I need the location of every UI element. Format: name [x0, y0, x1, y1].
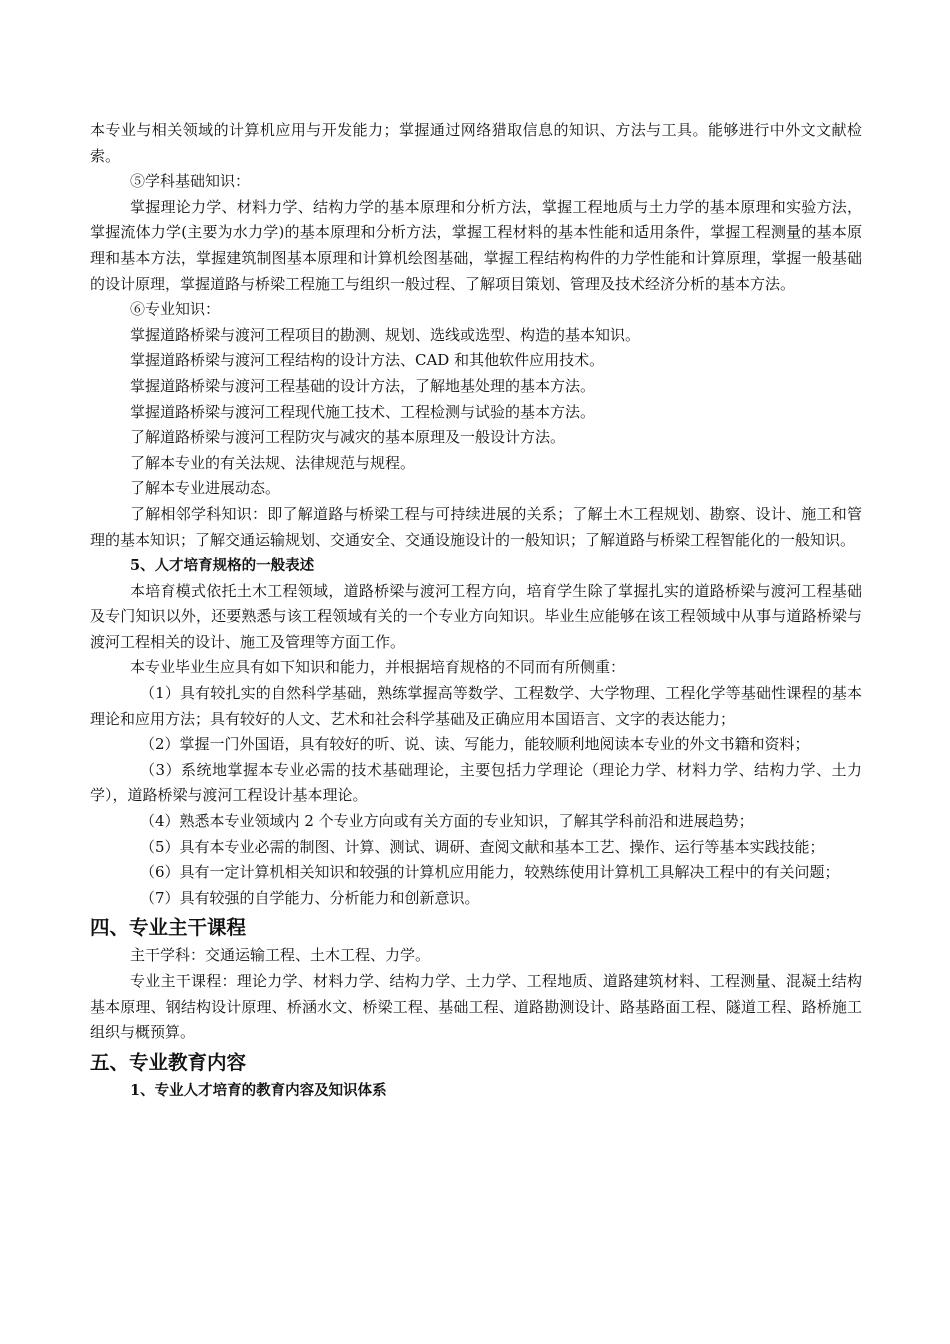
document-page: [90, 118, 862, 1103]
education-content-subtitle: 1、专业人才培育的教育内容及知识体系: [130, 1081, 387, 1099]
spec-paragraph: 本培育模式依托土木工程领域，道路桥梁与渡河工程方向，培育学生除了掌握扎实的道路桥梁与渡河工程基础及专门知识以外，还要熟悉与该工程领域有关的一个专业方向知识。毕业生应能够在该工程领域中从事与道路桥梁与渡河工程相关的设计、施工及管理等方面工作。: [90, 581, 862, 651]
professional-item: 掌握道路桥梁与渡河工程现代施工技术、工程检测与试验的基本方法。: [130, 402, 596, 421]
main-subjects-text: 主干学科：交通运输工程、土木工程、力学。: [130, 946, 431, 965]
professional-title: ⑥专业知识：: [130, 300, 221, 319]
subject-basic-text: 掌握理论力学、材料力学、结构力学的基本原理和分析方法，掌握工程地质与土力学的基本原理和实验方法，掌握流体力学(主要为水力学)的基本原理和分析方法，掌握工程材料的基本性能和适用条件，掌握工程测量的基本原理和基本方法，掌握建筑制图基本原理和计算机绘图基础，掌握工程结构构件的力学性能和计算原理，掌握一般基础的设计原理，掌握道路与桥梁工程施工与组织一般过程、了解项目策划、管理及技术经济分析的基本方法。: [90, 197, 862, 293]
spec-item: （6）具有一定计算机相关知识和较强的计算机应用能力，较熟练使用计算机工具解决工程中的有关问题；: [140, 863, 840, 882]
professional-item: 了解相邻学科知识：即了解道路与桥梁工程与可持续进展的关系；了解土木工程规划、勘察、设计、施工和管理的基本知识；了解交通运输规划、交通安全、交通设施设计的一般知识；了解道路与桥梁工程智能化的一般知识。: [90, 504, 862, 549]
professional-item: 掌握道路桥梁与渡河工程基础的设计方法，了解地基处理的基本方法。: [130, 376, 596, 395]
spec-item: （3）系统地掌握本专业必需的技术基础理论，主要包括力学理论（理论力学、材料力学、结构力学、土力学），道路桥梁与渡河工程设计基本理论。: [90, 760, 862, 805]
spec-item: （4）熟悉本专业领域内 2 个专业方向或有关方面的专业知识，了解其学科前沿和进展趋势；: [140, 812, 754, 831]
spec-section-title: 5、人才培育规格的一般表述: [130, 557, 315, 575]
main-courses-text: 专业主干课程：理论力学、材料力学、结构力学、土力学、工程地质、道路建筑材料、工程测量、混凝土结构基本原理、钢结构设计原理、桥涵水文、桥梁工程、基础工程、道路勘测设计、路基路面工程、隧道工程、路桥施工组织与概预算。: [90, 972, 862, 1042]
professional-item: 了解本专业进展动态。: [130, 479, 281, 498]
spec-item: （1）具有较扎实的自然科学基础，熟练掌握高等数学、工程数学、大学物理、工程化学等基础性课程的基本理论和应用方法；具有较好的人文、艺术和社会科学基础及正确应用本国语言、文字的表达能力；: [90, 684, 862, 728]
section-heading-main-courses: 四、专业主干课程: [90, 916, 247, 940]
spec-item: （5）具有本专业必需的制图、计算、测试、调研、查阅文献和基本工艺、操作、运行等基本实践技能；: [140, 837, 825, 856]
section-heading-education-content: 五、专业教育内容: [90, 1050, 247, 1074]
professional-item: 掌握道路桥梁与渡河工程项目的勘测、规划、选线或选型、构造的基本知识。: [130, 325, 641, 344]
spec-item: （7）具有较强的自学能力、分析能力和创新意识。: [140, 888, 480, 907]
continuation-paragraph: 本专业与相关领域的计算机应用与开发能力；掌握通过网络猎取信息的知识、方法与工具。能够进行中外文文献检索。: [90, 121, 862, 165]
professional-item: 掌握道路桥梁与渡河工程结构的设计方法、CAD 和其他软件应用技术。: [130, 351, 605, 370]
subject-basic-title: ⑤学科基础知识：: [130, 172, 251, 191]
professional-item: 了解道路桥梁与渡河工程防灾与减灾的基本原理及一般设计方法。: [130, 428, 566, 447]
spec-item: （2）掌握一门外国语，具有较好的听、说、读、写能力，能较顺利地阅读本专业的外文书籍和资料；: [140, 735, 810, 754]
professional-item: 了解本专业的有关法规、法律规范与规程。: [130, 453, 416, 472]
spec-paragraph: 本专业毕业生应具有如下知识和能力，并根据培育规格的不同而有所侧重：: [130, 658, 626, 677]
